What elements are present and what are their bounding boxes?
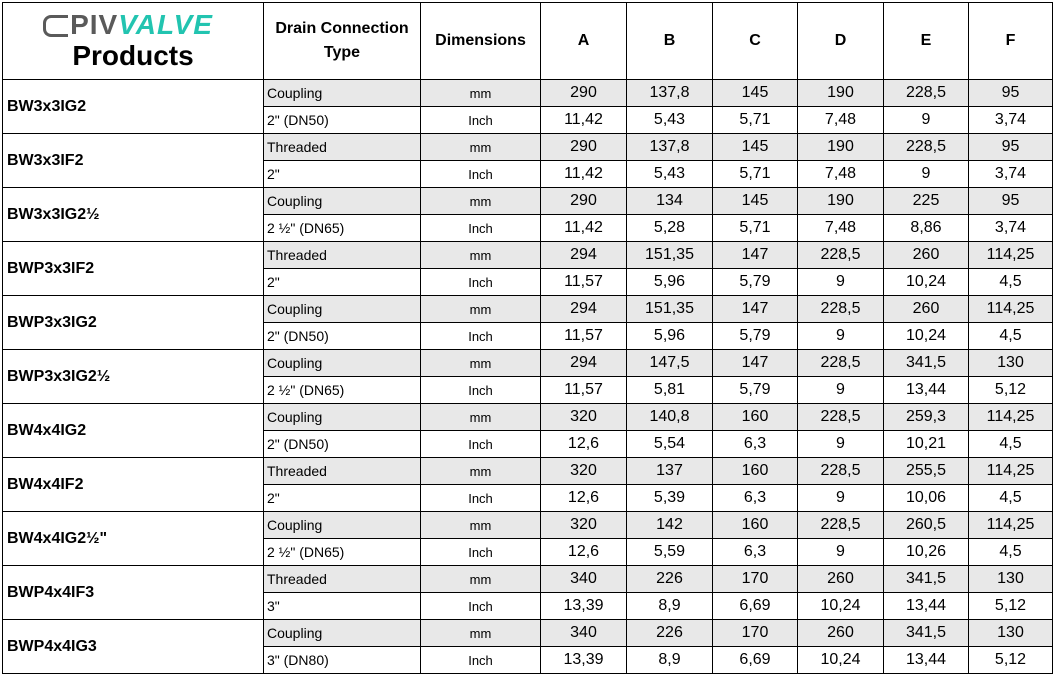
value-cell: 4,5 (969, 323, 1053, 350)
col-header-b: B (627, 3, 713, 80)
value-cell: 10,26 (884, 539, 969, 566)
value-cell: 5,79 (713, 323, 798, 350)
value-cell: 10,24 (884, 323, 969, 350)
value-cell: 6,3 (713, 485, 798, 512)
model-cell: BW4x4IG2 (3, 404, 264, 458)
value-cell: 130 (969, 620, 1053, 647)
model-cell: BW3x3IF2 (3, 134, 264, 188)
value-cell: 130 (969, 566, 1053, 593)
unit-cell: mm (421, 566, 541, 593)
table-row (3, 296, 1053, 323)
connection-size-cell: 2" (DN50) (264, 107, 421, 134)
value-cell: 145 (713, 80, 798, 107)
col-header-f: F (969, 3, 1053, 80)
table-row (3, 512, 1053, 539)
value-cell: 3,74 (969, 215, 1053, 242)
value-cell: 294 (541, 296, 627, 323)
unit-cell: mm (421, 242, 541, 269)
table-row (3, 458, 1053, 485)
value-cell: 9 (798, 539, 884, 566)
model-cell: BWP4x4IF3 (3, 566, 264, 620)
value-cell: 11,42 (541, 161, 627, 188)
value-cell: 228,5 (798, 296, 884, 323)
unit-cell: Inch (421, 539, 541, 566)
value-cell: 9 (798, 377, 884, 404)
connection-size-cell: 2 ½" (DN65) (264, 215, 421, 242)
value-cell: 320 (541, 458, 627, 485)
table-row (3, 242, 1053, 269)
value-cell: 145 (713, 134, 798, 161)
unit-cell: Inch (421, 107, 541, 134)
value-cell: 290 (541, 134, 627, 161)
value-cell: 147 (713, 242, 798, 269)
value-cell: 320 (541, 404, 627, 431)
value-cell: 341,5 (884, 566, 969, 593)
value-cell: 8,9 (627, 647, 713, 674)
table-row (3, 80, 1053, 107)
connection-type-cell: Threaded (264, 566, 421, 593)
value-cell: 12,6 (541, 539, 627, 566)
value-cell: 10,24 (884, 269, 969, 296)
value-cell: 190 (798, 188, 884, 215)
brand-cell (3, 3, 264, 80)
model-cell: BWP3x3IG2½ (3, 350, 264, 404)
value-cell: 5,12 (969, 377, 1053, 404)
unit-cell: Inch (421, 377, 541, 404)
unit-cell: Inch (421, 323, 541, 350)
value-cell: 9 (884, 161, 969, 188)
unit-cell: mm (421, 188, 541, 215)
value-cell: 226 (627, 566, 713, 593)
model-cell: BWP3x3IG2 (3, 296, 264, 350)
value-cell: 134 (627, 188, 713, 215)
value-cell: 294 (541, 350, 627, 377)
value-cell: 5,71 (713, 107, 798, 134)
col-header-d: D (798, 3, 884, 80)
connection-type-cell: Coupling (264, 188, 421, 215)
unit-cell: Inch (421, 431, 541, 458)
value-cell: 13,44 (884, 593, 969, 620)
value-cell: 7,48 (798, 107, 884, 134)
value-cell: 8,9 (627, 593, 713, 620)
value-cell: 5,43 (627, 107, 713, 134)
value-cell: 11,57 (541, 377, 627, 404)
value-cell: 9 (798, 323, 884, 350)
value-cell: 137 (627, 458, 713, 485)
connection-type-cell: Coupling (264, 296, 421, 323)
connection-type-cell: Coupling (264, 80, 421, 107)
model-cell: BW4x4IG2½" (3, 512, 264, 566)
connection-size-cell: 2" (264, 485, 421, 512)
value-cell: 12,6 (541, 431, 627, 458)
value-cell: 11,42 (541, 215, 627, 242)
connection-size-cell: 3" (264, 593, 421, 620)
value-cell: 260 (798, 620, 884, 647)
unit-cell: mm (421, 512, 541, 539)
connection-type-cell: Coupling (264, 350, 421, 377)
connection-size-cell: 2" (DN50) (264, 323, 421, 350)
connection-type-cell: Coupling (264, 512, 421, 539)
value-cell: 160 (713, 458, 798, 485)
value-cell: 9 (798, 431, 884, 458)
products-dimensions-table (2, 2, 1053, 674)
unit-cell: mm (421, 350, 541, 377)
value-cell: 320 (541, 512, 627, 539)
value-cell: 9 (798, 485, 884, 512)
connection-size-cell: 2" (DN50) (264, 431, 421, 458)
value-cell: 9 (884, 107, 969, 134)
value-cell: 260 (798, 566, 884, 593)
value-cell: 114,25 (969, 512, 1053, 539)
value-cell: 4,5 (969, 431, 1053, 458)
pivvalve-logo: PIV VALVE (43, 10, 213, 40)
value-cell: 5,96 (627, 269, 713, 296)
value-cell: 11,42 (541, 107, 627, 134)
model-cell: BWP3x3IF2 (3, 242, 264, 296)
col-header-c: C (713, 3, 798, 80)
value-cell: 3,74 (969, 107, 1053, 134)
value-cell: 190 (798, 80, 884, 107)
table-row (3, 188, 1053, 215)
value-cell: 11,57 (541, 269, 627, 296)
value-cell: 151,35 (627, 242, 713, 269)
value-cell: 5,39 (627, 485, 713, 512)
value-cell: 341,5 (884, 350, 969, 377)
value-cell: 95 (969, 134, 1053, 161)
table-row (3, 134, 1053, 161)
col-header-e: E (884, 3, 969, 80)
value-cell: 142 (627, 512, 713, 539)
logo-mark-icon (43, 15, 68, 37)
value-cell: 145 (713, 188, 798, 215)
value-cell: 5,43 (627, 161, 713, 188)
value-cell: 4,5 (969, 539, 1053, 566)
header-row (3, 3, 1053, 80)
value-cell: 13,44 (884, 377, 969, 404)
value-cell: 228,5 (884, 80, 969, 107)
value-cell: 95 (969, 80, 1053, 107)
value-cell: 5,79 (713, 269, 798, 296)
drain-connection-type-header: Drain Connection Type (264, 3, 421, 80)
unit-cell: mm (421, 134, 541, 161)
value-cell: 5,54 (627, 431, 713, 458)
model-cell: BWP4x4IG3 (3, 620, 264, 674)
table-row (3, 620, 1053, 647)
products-heading: Products (72, 40, 194, 71)
dimensions-header: Dimensions (421, 3, 541, 80)
value-cell: 228,5 (884, 134, 969, 161)
value-cell: 160 (713, 512, 798, 539)
unit-cell: Inch (421, 485, 541, 512)
value-cell: 3,74 (969, 161, 1053, 188)
connection-size-cell: 3" (DN80) (264, 647, 421, 674)
value-cell: 341,5 (884, 620, 969, 647)
value-cell: 290 (541, 188, 627, 215)
value-cell: 228,5 (798, 458, 884, 485)
model-cell: BW3x3IG2 (3, 80, 264, 134)
value-cell: 10,24 (798, 593, 884, 620)
value-cell: 10,21 (884, 431, 969, 458)
value-cell: 340 (541, 620, 627, 647)
value-cell: 13,39 (541, 647, 627, 674)
value-cell: 170 (713, 566, 798, 593)
connection-size-cell: 2 ½" (DN65) (264, 539, 421, 566)
unit-cell: Inch (421, 647, 541, 674)
value-cell: 255,5 (884, 458, 969, 485)
value-cell: 5,59 (627, 539, 713, 566)
value-cell: 147 (713, 296, 798, 323)
value-cell: 130 (969, 350, 1053, 377)
value-cell: 5,96 (627, 323, 713, 350)
value-cell: 6,69 (713, 593, 798, 620)
connection-size-cell: 2 ½" (DN65) (264, 377, 421, 404)
value-cell: 5,28 (627, 215, 713, 242)
value-cell: 10,06 (884, 485, 969, 512)
value-cell: 114,25 (969, 296, 1053, 323)
value-cell: 147 (713, 350, 798, 377)
value-cell: 5,71 (713, 161, 798, 188)
connection-type-cell: Coupling (264, 404, 421, 431)
value-cell: 260 (884, 242, 969, 269)
value-cell: 340 (541, 566, 627, 593)
value-cell: 9 (798, 269, 884, 296)
value-cell: 8,86 (884, 215, 969, 242)
value-cell: 259,3 (884, 404, 969, 431)
value-cell: 12,6 (541, 485, 627, 512)
value-cell: 147,5 (627, 350, 713, 377)
value-cell: 228,5 (798, 350, 884, 377)
model-cell: BW4x4IF2 (3, 458, 264, 512)
value-cell: 10,24 (798, 647, 884, 674)
value-cell: 114,25 (969, 404, 1053, 431)
value-cell: 4,5 (969, 485, 1053, 512)
value-cell: 190 (798, 134, 884, 161)
value-cell: 5,12 (969, 593, 1053, 620)
unit-cell: Inch (421, 593, 541, 620)
value-cell: 260 (884, 296, 969, 323)
connection-type-cell: Threaded (264, 134, 421, 161)
value-cell: 5,79 (713, 377, 798, 404)
value-cell: 5,12 (969, 647, 1053, 674)
value-cell: 7,48 (798, 161, 884, 188)
connection-size-cell: 2" (264, 269, 421, 296)
value-cell: 6,3 (713, 431, 798, 458)
unit-cell: mm (421, 80, 541, 107)
value-cell: 226 (627, 620, 713, 647)
value-cell: 137,8 (627, 134, 713, 161)
unit-cell: Inch (421, 161, 541, 188)
value-cell: 294 (541, 242, 627, 269)
value-cell: 5,71 (713, 215, 798, 242)
unit-cell: mm (421, 404, 541, 431)
connection-type-cell: Threaded (264, 242, 421, 269)
col-header-a: A (541, 3, 627, 80)
table-row (3, 350, 1053, 377)
table-row (3, 566, 1053, 593)
value-cell: 225 (884, 188, 969, 215)
value-cell: 114,25 (969, 458, 1053, 485)
connection-type-cell: Coupling (264, 620, 421, 647)
unit-cell: mm (421, 296, 541, 323)
unit-cell: Inch (421, 269, 541, 296)
unit-cell: mm (421, 620, 541, 647)
table-row (3, 404, 1053, 431)
value-cell: 11,57 (541, 323, 627, 350)
value-cell: 6,69 (713, 647, 798, 674)
connection-size-cell: 2" (264, 161, 421, 188)
value-cell: 260,5 (884, 512, 969, 539)
value-cell: 13,44 (884, 647, 969, 674)
value-cell: 170 (713, 620, 798, 647)
unit-cell: mm (421, 458, 541, 485)
value-cell: 137,8 (627, 80, 713, 107)
value-cell: 4,5 (969, 269, 1053, 296)
model-cell: BW3x3IG2½ (3, 188, 264, 242)
value-cell: 7,48 (798, 215, 884, 242)
value-cell: 228,5 (798, 404, 884, 431)
value-cell: 5,81 (627, 377, 713, 404)
value-cell: 140,8 (627, 404, 713, 431)
value-cell: 290 (541, 80, 627, 107)
unit-cell: Inch (421, 215, 541, 242)
value-cell: 13,39 (541, 593, 627, 620)
value-cell: 114,25 (969, 242, 1053, 269)
value-cell: 228,5 (798, 242, 884, 269)
connection-type-cell: Threaded (264, 458, 421, 485)
value-cell: 228,5 (798, 512, 884, 539)
value-cell: 95 (969, 188, 1053, 215)
value-cell: 6,3 (713, 539, 798, 566)
value-cell: 151,35 (627, 296, 713, 323)
value-cell: 160 (713, 404, 798, 431)
